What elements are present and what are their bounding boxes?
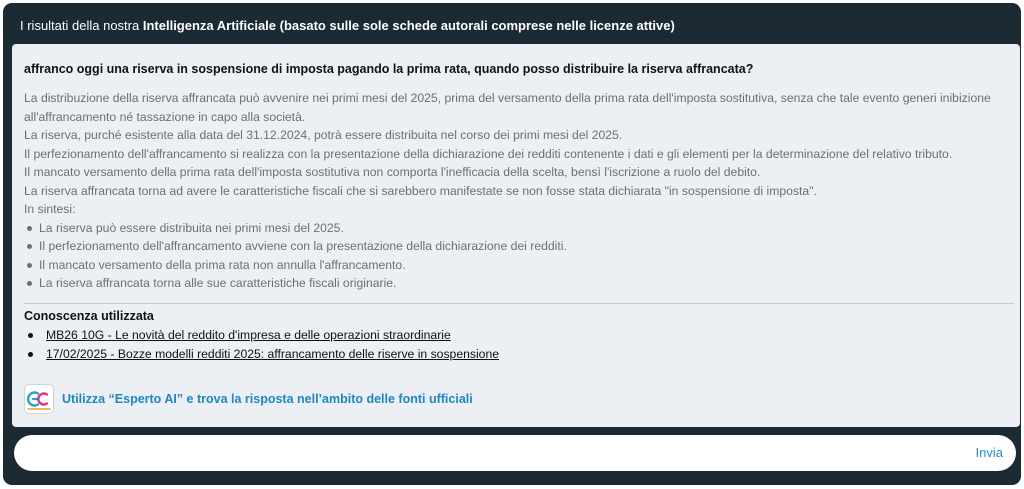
send-button[interactable]: Invia — [975, 445, 1003, 460]
expert-ai-cta[interactable] — [24, 383, 473, 415]
knowledge-item — [24, 326, 499, 345]
chat-input-bar — [14, 435, 1016, 471]
answer-body — [24, 89, 1014, 293]
chat-input[interactable] — [32, 443, 936, 465]
header-prefix: I risultati della nostra — [20, 18, 140, 33]
question-text: affranco oggi una riserva in sospensione di imposta pagando la prima rata, quando posso distribuire la riserva affrancata? — [24, 62, 754, 76]
knowledge-link[interactable]: 17/02/2025 - Bozze modelli redditi 2025: affrancamento delle riserve in sospensione — [46, 347, 500, 361]
answer-card — [12, 44, 1020, 427]
expert-ai-link[interactable]: Utilizza “Esperto AI” e trova la risposta nell’ambito delle fonti ufficiali — [62, 392, 473, 406]
header-bold: Intelligenza Artificiale (basato sulle sole schede autorali comprese nelle licenze attive) — [142, 18, 675, 33]
answer-paragraph: Il perfezionamento dell'affrancamento si realizza con la presentazione della dichiarazione dei redditi contenente i dati e gli elementi per la determinazione del relativo tributo. — [24, 146, 953, 161]
answer-paragraph: La riserva affrancata torna ad avere le caratteristiche fiscali che si sarebbero manifestate se non fosse stata dichiarata "in sospensione di imposta". — [24, 183, 817, 198]
knowledge-title: Conoscenza utilizzata — [24, 309, 154, 323]
summary-item: Il perfezionamento dell'affrancamento avviene con la presentazione della dichiarazione dei redditi. — [24, 237, 1014, 256]
answer-paragraph: Il mancato versamento della prima rata dell'imposta sostitutiva non comporta l'inefficacia della scelta, bensì l'iscrizione a ruolo del debito. — [24, 165, 761, 179]
knowledge-item — [24, 345, 499, 364]
answer-paragraph: La distribuzione della riserva affrancata può avvenire nei primi mesi del 2025, prima del versamento della prima rata dell'imposta sostitutiva, senza che tale evento generi inibizione all'affrancamento né tassazione in capo alla società. — [24, 91, 991, 124]
ec-logo-icon[interactable] — [24, 384, 54, 414]
summary-item: La riserva affrancata torna alle sue caratteristiche fiscali originarie. — [24, 274, 1014, 293]
summary-item: Il mancato versamento della prima rata non annulla l'affrancamento. — [24, 256, 1014, 275]
summary-item: La riserva può essere distribuita nei primi mesi del 2025. — [24, 219, 1014, 238]
section-divider — [24, 303, 1014, 304]
answer-paragraph: La riserva, purché esistente alla data del 31.12.2024, potrà essere distribuita nel corso dei primi mesi del 2025. — [24, 128, 623, 142]
summary-list — [24, 219, 1014, 293]
ai-results-panel — [3, 3, 1021, 485]
knowledge-link[interactable]: MB26 10G - Le novità del reddito d'impresa e delle operazioni straordinarie — [46, 328, 451, 342]
knowledge-list — [24, 326, 499, 364]
answer-summary-label: In sintesi: — [24, 202, 76, 216]
panel-header — [20, 18, 675, 34]
